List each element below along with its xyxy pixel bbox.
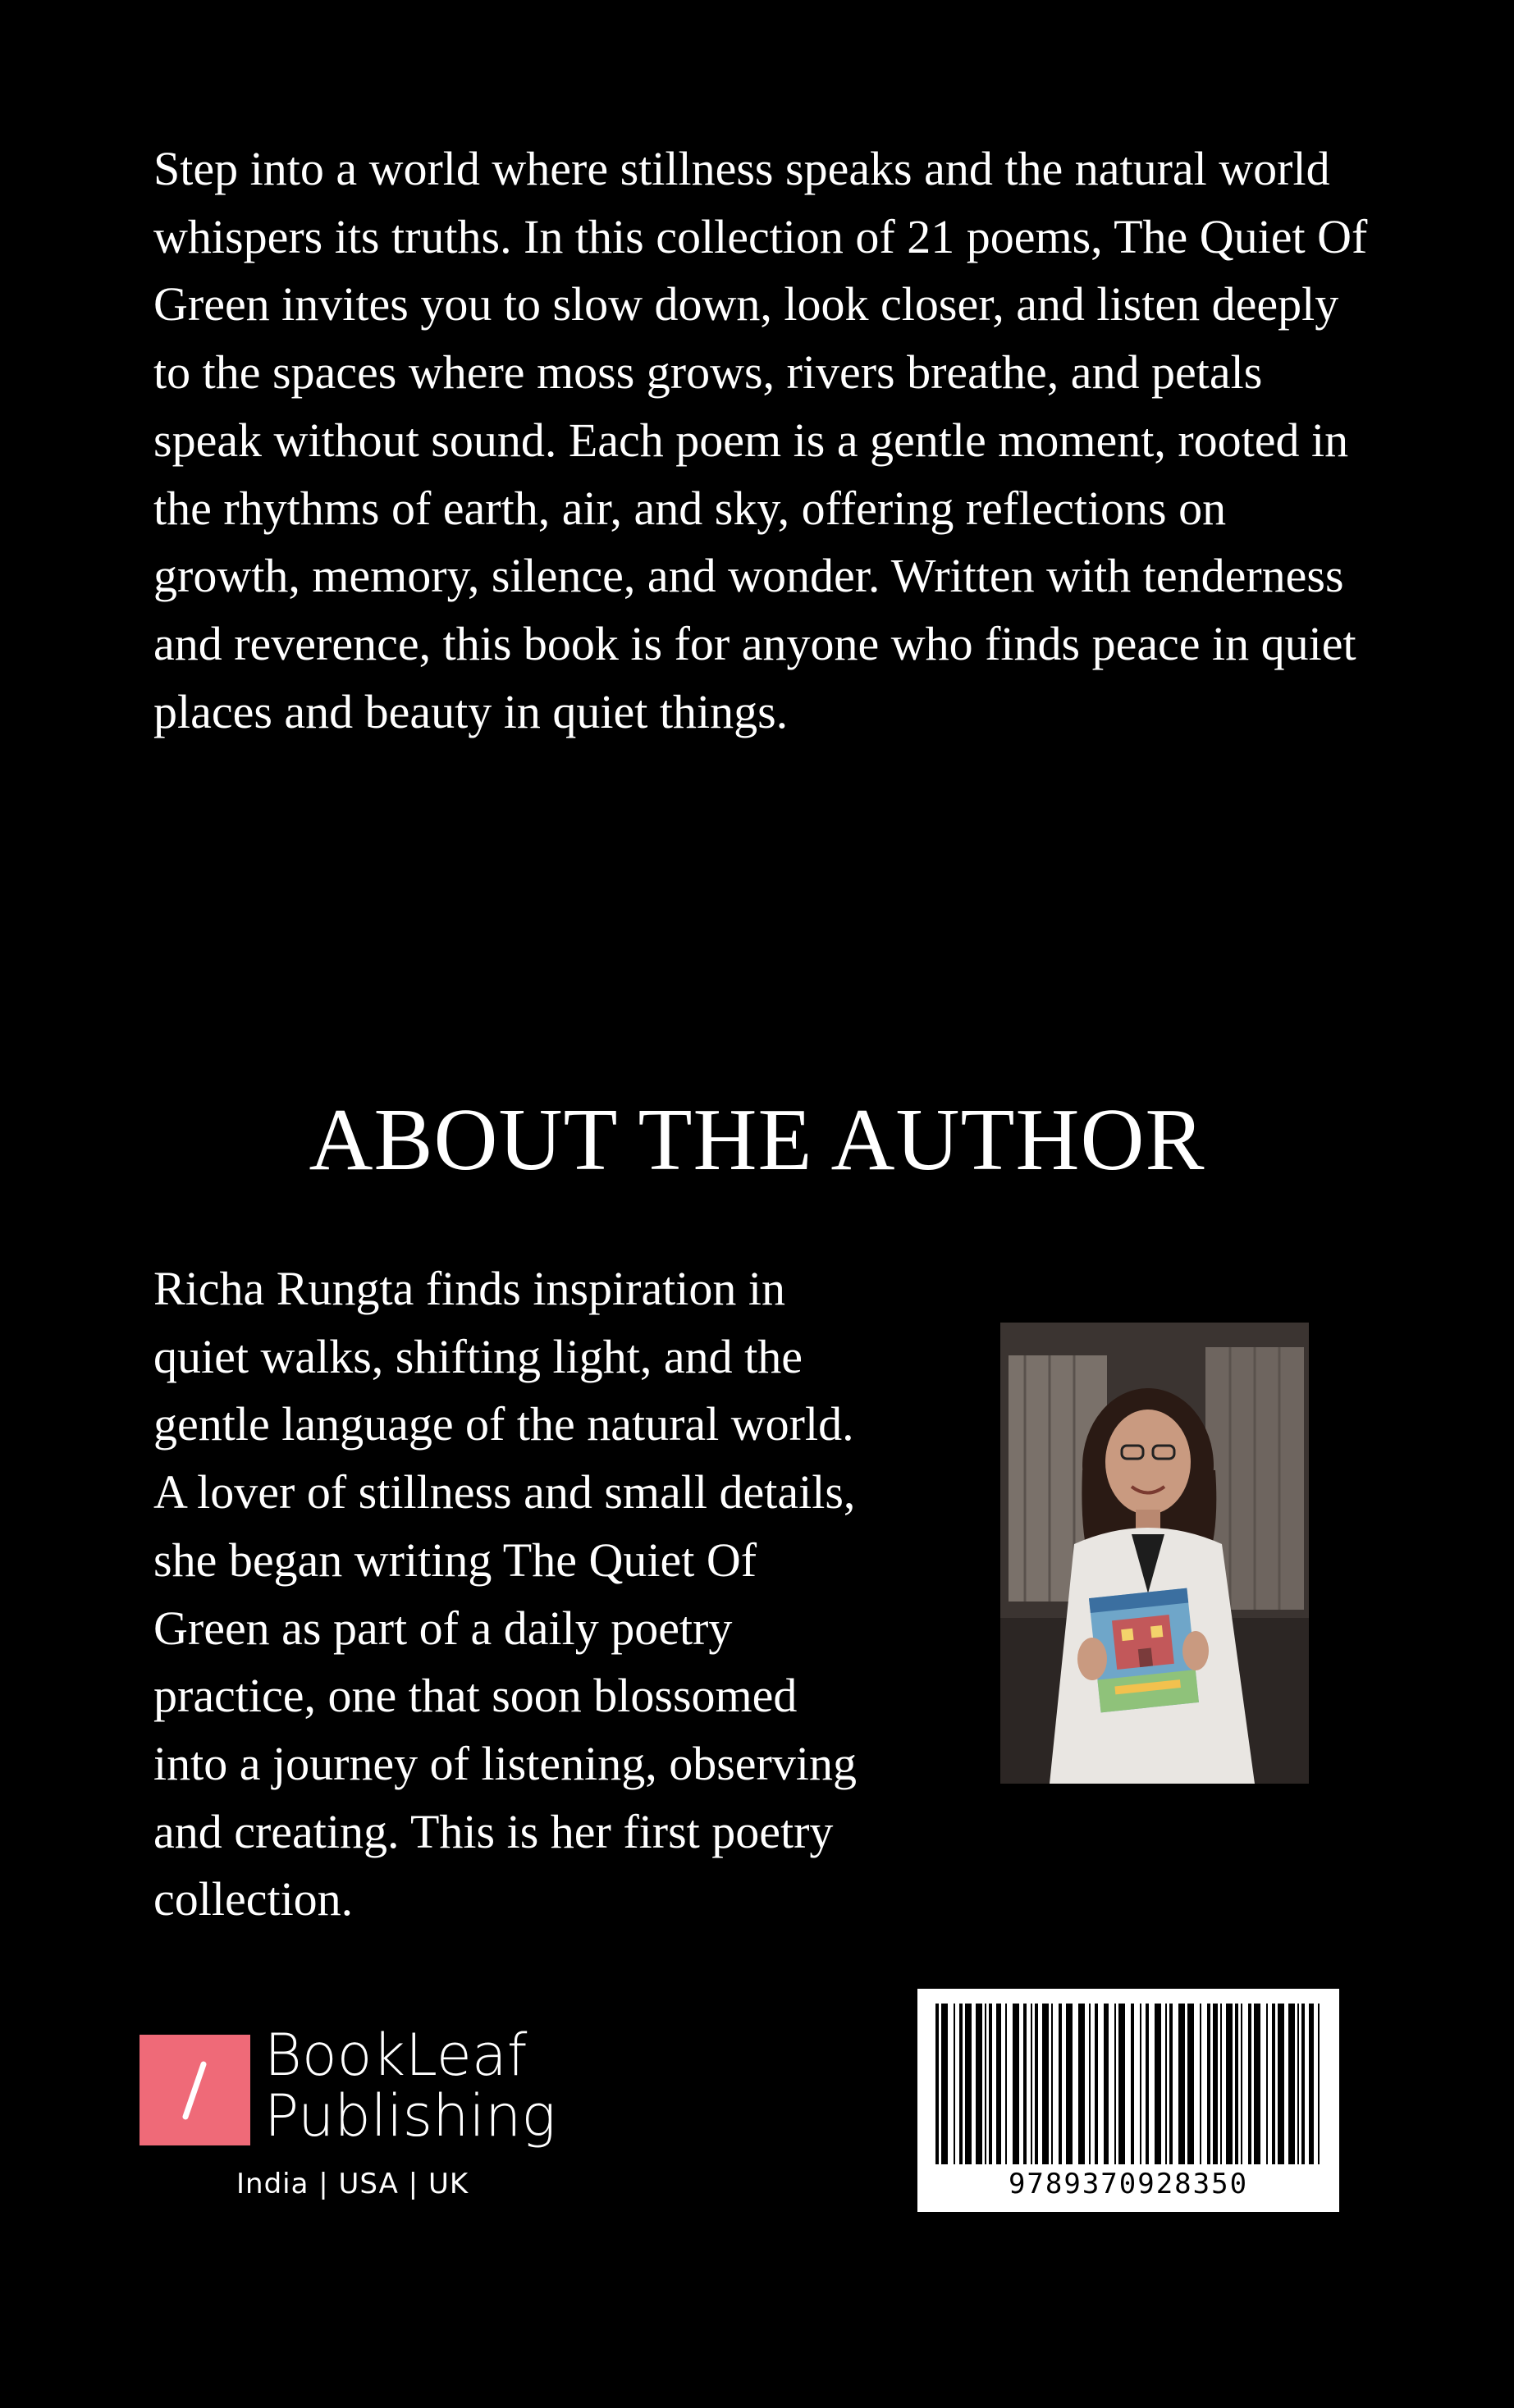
about-author-heading: ABOUT THE AUTHOR [309, 1091, 1205, 1189]
barcode-bar [1254, 2004, 1260, 2164]
publisher-logo [140, 2022, 566, 2215]
barcode-bar [1042, 2004, 1049, 2164]
barcode-bar [1095, 2004, 1098, 2164]
author-photo [1000, 1323, 1309, 1784]
barcode-bar [1301, 2004, 1305, 2164]
barcode-bar [1023, 2004, 1027, 2164]
barcode-bar [1248, 2004, 1251, 2164]
barcode-bar [1118, 2004, 1125, 2164]
barcode-bar [1035, 2004, 1038, 2164]
author-bio: Richa Rungta finds inspiration in quiet walks, shifting light, and the gentle language of the natural world. A lover of stillness and small details, she began writing The Quiet Of Green as part of a daily poetry practice, one that soon blossomed into a journey of listening, observing and creating. This is her first poetry collection. [153, 1262, 857, 1926]
barcode-bar [1278, 2004, 1284, 2164]
barcode-bar [1226, 2004, 1233, 2164]
barcode-bar [989, 2004, 992, 2164]
barcode-bar [1213, 2004, 1218, 2164]
barcode-bar [1104, 2004, 1109, 2164]
barcode-bar [1207, 2004, 1210, 2164]
isbn-barcode [917, 1989, 1339, 2212]
barcode-bar [1059, 2004, 1062, 2164]
publisher-name: BookLeaf Publishing [264, 2022, 556, 2150]
barcode-bar [1169, 2004, 1173, 2164]
barcode-bar [965, 2004, 972, 2164]
barcode-bar [1031, 2004, 1032, 2164]
barcode-bar [1078, 2004, 1085, 2164]
barcode-bar [996, 2004, 1001, 2164]
barcode-bar [1220, 2004, 1222, 2164]
barcode-bar [1146, 2004, 1149, 2164]
barcode-bar [1165, 2004, 1167, 2164]
barcode-bars-icon [935, 2004, 1321, 2164]
barcode-bar [1235, 2004, 1238, 2164]
barcode-bar [1051, 2004, 1053, 2164]
slash-logo-icon [140, 2035, 250, 2145]
barcode-bar [1318, 2004, 1320, 2164]
barcode-bar [1005, 2004, 1007, 2164]
barcode-bar [1241, 2004, 1242, 2164]
barcode-bar [954, 2004, 955, 2164]
back-cover-blurb: Step into a world where stillness speaks and the natural world whispers its truths. In this collection of 21 poems, The Quiet Of Green invites you to slow down, look closer, and listen deeply to the spaces where moss grows, rivers breathe, and petals speak without sound. Each poem is a gentle moment, rooted in the rhythms of earth, air, and sky, offering reflections on growth, memory, silence, and wonder. Written with tenderness and reverence, this book is for anyone who finds peace in quiet places and beauty in quiet things. [153, 142, 1368, 738]
barcode-bar [976, 2004, 982, 2164]
publisher-regions: India | USA | UK [236, 2168, 469, 2200]
barcode-bar [1200, 2004, 1201, 2164]
barcode-bar [1114, 2004, 1116, 2164]
barcode-bar [1272, 2004, 1275, 2164]
barcode-bar [1178, 2004, 1185, 2164]
barcode-bar [1266, 2004, 1268, 2164]
barcode-bar [1013, 2004, 1019, 2164]
barcode-bar [1288, 2004, 1295, 2164]
barcode-bar [1297, 2004, 1299, 2164]
barcode-bar [941, 2004, 948, 2164]
barcode-bar [935, 2004, 939, 2164]
isbn-number: 9789370928350 [1008, 2168, 1249, 2200]
barcode-bar [985, 2004, 986, 2164]
barcode-bar [959, 2004, 963, 2164]
barcode-bar [1066, 2004, 1073, 2164]
barcode-bar [1131, 2004, 1134, 2164]
barcode-bar [1155, 2004, 1161, 2164]
barcode-bar [1089, 2004, 1091, 2164]
barcode-bar [1187, 2004, 1194, 2164]
barcode-bar [1140, 2004, 1141, 2164]
barcode-bar [1309, 2004, 1314, 2164]
